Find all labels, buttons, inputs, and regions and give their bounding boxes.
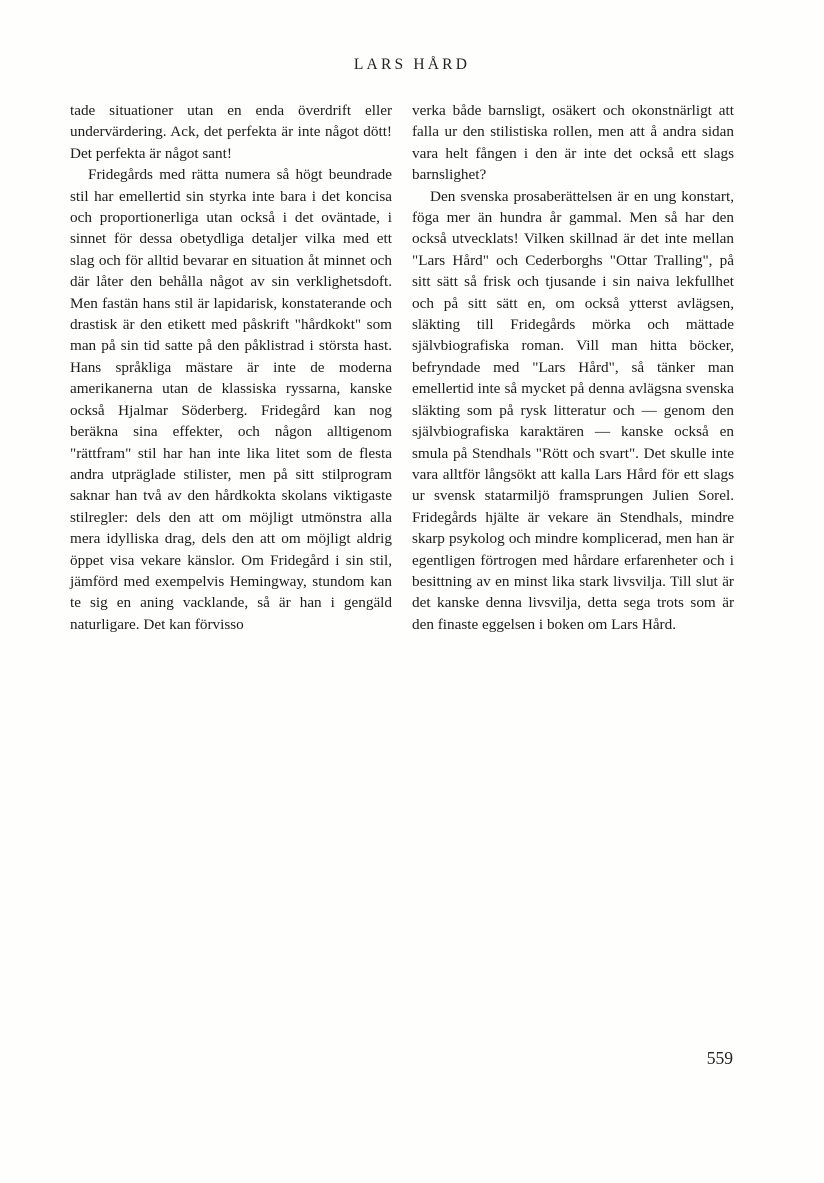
paragraph-style-discussion: Fridegårds med rätta numera så högt beundrade stil har emellertid sin styrka inte bara i det koncisa och proportionerliga utan också i det oväntade, i sinnet för dessa obetydliga detaljer vilka med ett slag och för alltid bevarar en situation åt minnet och där låter den behålla något av sin verklighetsdoft. Men fastän hans stil är lapidarisk, konstaterande och drastisk är den etikett med påskrift "hårdkokt" som man på sin tid satte på den påklistrad i största hast. Hans språkliga mästare är inte de moderna amerikanerna utan de klassiska ryssarna, kanske också Hjalmar Söderberg. Fridegård kan nog beräkna sina effekter, och någon alltigenom "rättfram" stil har han inte lika litet som de flesta andra utpräglade stilister, men på sitt stilprogram saknar han två av den hårdkokta skolans viktigaste stilregler: dels den att om möjligt utmönstra alla mera idylliska drag, dels den att om möjligt aldrig öppet visa vekare känslor. Om Fridegård i sin stil, jämförd med exempelvis Hemingway, stundom kan te sig en aning vacklande, så är han i gengäld naturligare. Det kan förvisso: [70, 166, 392, 633]
paragraph-prose-history: Den svenska prosaberättelsen är en ung konstart, föga mer än hundra år gammal. Men så har den också utvecklats! Vilken skillnad är det inte mellan "Lars Hård" och Cederborghs "Ottar Tralling", på sitt sätt så frisk och tjusande i sin naiva lekfullhet och på sitt sätt en, om också ytterst avlägsen, släkting till Fridegårds mörka och mättade självbiografiska roman. Vill man hitta böcker, befryndade med "Lars Hård", så tänker man emellertid inte så mycket på denna avlägsna svenska släkting som på rysk litteratur och — genom den självbiografiska karaktären — kanske också en smula på Stendhals "Rött och svart". Det skulle inte vara alltför långsökt att kalla Lars Hård för ett slags ur svensk statarmiljö framsprungen Julien Sorel. Fridegårds hjälte är vekare än Stendhals, mindre skarp psykolog och mindre komplicerad, men han är egentligen förtrogen med hårdare erfarenheter och i besittning av en minst lika stark livsvilja. Till slut är det kanske denna livsvilja, detta sega trots som är den finaste eggelsen i boken om Lars Hård.: [412, 187, 734, 633]
paragraph-continuation: tade situationer utan en enda överdrift eller undervärdering. Ack, det perfekta är inte något dött! Det perfekta är något sant!: [70, 102, 392, 162]
paragraph-continuation-right: verka både barnsligt, osäkert och okonstnärligt att falla ur den stilistiska rollen, men att å andra sidan vara helt fången i den är inte det också ett slags barnslighet?: [412, 102, 734, 184]
running-head-title: LARS HÅRD: [353, 56, 471, 73]
left-text-column: [70, 100, 392, 635]
page-number: 559: [706, 1048, 733, 1068]
right-text-column: [412, 100, 734, 635]
